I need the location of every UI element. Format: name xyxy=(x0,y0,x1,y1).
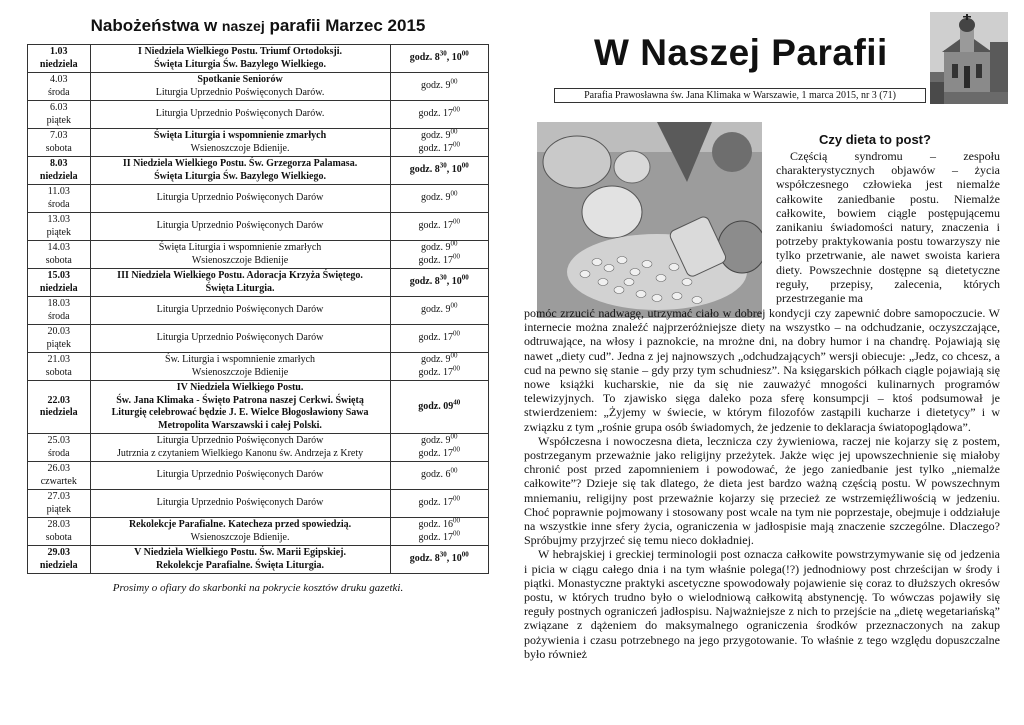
service-time xyxy=(390,157,488,185)
service-line: Święta Liturgia i wspomnienie zmarłych xyxy=(158,242,322,253)
service-line: Liturgia Uprzednio Poświęconych Darów xyxy=(156,435,324,446)
weekday: piątek xyxy=(46,226,71,238)
time-line: godz. $17^{00}$ xyxy=(418,364,460,378)
service-line: Liturgia Uprzednio Poświęconych Darów xyxy=(156,469,324,481)
service-time xyxy=(390,325,488,353)
schedule-row xyxy=(28,434,489,462)
time-line: godz. $9^{00}$ xyxy=(421,301,458,316)
service-line: Liturgia Uprzednio Poświęconych Darów xyxy=(156,192,324,204)
service-time xyxy=(390,241,488,269)
service-description xyxy=(90,45,390,73)
service-time xyxy=(390,462,488,490)
schedule-date xyxy=(28,101,91,129)
issue-info: Parafia Prawosławna św. Jana Klimaka w Warszawie, 1 marca 2015, nr 3 (71) xyxy=(554,88,926,103)
service-description xyxy=(90,381,390,434)
schedule-row xyxy=(28,297,489,325)
schedule-row xyxy=(28,185,489,213)
service-description xyxy=(90,490,390,518)
schedule-row xyxy=(28,73,489,101)
time-line: godz. $17^{00}$ xyxy=(418,494,460,509)
schedule-row xyxy=(28,129,489,157)
article-intro: Częścią syndromu – zespołu charakterystycznych objawów – życia współczesnego człowieka jest niemalże całkowite zaniedbanie postu. Niemalże całkowite, bowiem ciągle postępującemu zanikaniu świadomości natury, znaczenia i potrzeby praktykowania postu towarzyszy nie tylko przetrwanie, ale nawet swoista kariera diety. Powszechnie dostępne są dietetyczne reguły, przepisy, zalecenia, których przestrzeganie ma xyxy=(776,149,1000,306)
service-description xyxy=(90,434,390,462)
service-description xyxy=(90,241,390,269)
schedule-date xyxy=(28,434,91,462)
service-line: Liturgia Uprzednio Poświęconych Darów xyxy=(156,220,324,232)
time-line: godz. $8^{30}$, $10^{00}$ xyxy=(409,550,469,565)
weekday: piątek xyxy=(46,114,71,126)
service-description xyxy=(90,129,390,157)
time-line: godz. $9^{00}$ xyxy=(421,432,458,446)
service-time xyxy=(390,353,488,381)
schedule-date xyxy=(28,213,91,241)
time-line: godz. $9^{00}$ xyxy=(421,77,458,92)
service-line: Rekolekcje Parafialne. Święta Liturgia. xyxy=(156,559,325,571)
schedule-row xyxy=(28,353,489,381)
service-line: Rekolekcje Parafialne. Katecheza przed spowiedzią. xyxy=(128,519,352,530)
service-description xyxy=(90,73,390,101)
date-value: 29.03 xyxy=(47,547,71,558)
schedule-title: Nabożeństwa w naszej parafii Marzec 2015 xyxy=(90,16,426,35)
time-line: godz. $9^{00}$ xyxy=(421,239,458,253)
service-time xyxy=(390,381,488,434)
date-value: 20.03 xyxy=(47,326,71,337)
date-value: 7.03 xyxy=(50,130,68,141)
weekday: czwartek xyxy=(40,475,77,487)
date-value: 22.03 xyxy=(47,394,71,406)
date-value: 28.03 xyxy=(47,519,71,530)
date-value: 11.03 xyxy=(47,186,70,197)
service-time xyxy=(390,546,488,574)
weekday: niedziela xyxy=(39,170,78,182)
service-line: Jutrznia z czytaniem Wielkiego Kanonu św. Andrzeja z Krety xyxy=(116,447,364,459)
vegetables-beans-photo xyxy=(537,122,762,318)
date-value: 25.03 xyxy=(47,435,71,446)
schedule-row xyxy=(28,45,489,73)
service-line: II Niedziela Wielkiego Postu. Św. Grzegorza Palamasa. xyxy=(122,158,358,169)
service-description xyxy=(90,269,390,297)
donation-note: Prosimy o ofiary do skarbonki na pokrycie kosztów druku gazetki. xyxy=(112,582,404,594)
schedule-date xyxy=(28,45,91,73)
service-line: Święta Liturgia Św. Bazylego Wielkiego. xyxy=(154,58,326,70)
service-line: Liturgia Uprzednio Poświęconych Darów xyxy=(156,497,324,509)
date-value: 6.03 xyxy=(50,102,68,113)
time-line: godz. $17^{00}$ xyxy=(418,329,460,344)
time-line: godz. $8^{30}$, $10^{00}$ xyxy=(409,161,469,176)
article-title: Czy dieta to post? xyxy=(819,132,931,147)
schedule-row xyxy=(28,101,489,129)
service-line: Święta Liturgia. xyxy=(205,282,275,294)
service-time xyxy=(390,297,488,325)
service-line: III Niedziela Wielkiego Postu. Adoracja Krzyża Świętego. xyxy=(117,270,363,281)
schedule-table xyxy=(27,44,489,574)
masthead xyxy=(524,10,1000,101)
service-line: V Niedziela Wielkiego Postu. Św. Marii Egipskiej. xyxy=(134,547,347,558)
service-line: I Niedziela Wielkiego Postu. Triumf Ortodoksji. xyxy=(138,46,343,57)
service-line: Metropolita Warszawski i całej Polski. xyxy=(158,419,322,431)
date-value: 18.03 xyxy=(47,298,71,309)
service-description xyxy=(90,101,390,129)
time-line: godz. $9^{00}$ xyxy=(421,127,458,141)
time-line: godz. $17^{00}$ xyxy=(418,445,460,459)
service-line: Liturgia Uprzednio Poświęconych Darów. xyxy=(155,86,325,98)
service-line: Św. Jana Klimaka - Święto Patrona naszej Cerkwi. Świętą xyxy=(116,394,364,406)
time-line: godz. $8^{30}$, $10^{00}$ xyxy=(409,273,469,288)
weekday: niedziela xyxy=(39,282,78,294)
weekday: niedziela xyxy=(39,58,78,70)
service-line: Św. Liturgia i wspomnienie zmarłych xyxy=(165,354,316,365)
service-time xyxy=(390,185,488,213)
date-value: 1.03 xyxy=(50,46,68,57)
schedule-date xyxy=(28,185,91,213)
weekday: sobota xyxy=(45,254,72,266)
date-value: 13.03 xyxy=(47,214,71,225)
service-line: Wsienoszczoje Bdienije. xyxy=(190,531,290,543)
time-line: godz. $17^{00}$ xyxy=(418,529,460,543)
date-value: 15.03 xyxy=(47,270,71,281)
service-description xyxy=(90,297,390,325)
church-photo-icon xyxy=(930,12,1008,104)
schedule-date xyxy=(28,241,91,269)
weekday: piątek xyxy=(46,338,71,350)
newsletter-title: W Naszej Parafii xyxy=(594,32,888,73)
schedule-row xyxy=(28,381,489,434)
time-line: godz. $9^{00}$ xyxy=(421,351,458,365)
schedule-row xyxy=(28,241,489,269)
schedule-row xyxy=(28,546,489,574)
service-line: Wsienoszczoje Bdienije xyxy=(191,254,289,266)
time-line: godz. $17^{00}$ xyxy=(418,105,460,120)
schedule-date xyxy=(28,325,91,353)
service-time xyxy=(390,73,488,101)
date-value: 27.03 xyxy=(47,491,71,502)
service-time xyxy=(390,101,488,129)
time-line: godz. $09^{40}$ xyxy=(418,398,461,412)
schedule-date xyxy=(28,353,91,381)
schedule-row xyxy=(28,157,489,185)
service-time xyxy=(390,129,488,157)
newsletter-front xyxy=(524,10,1000,661)
service-time xyxy=(390,518,488,546)
schedule-row xyxy=(28,213,489,241)
schedule-row xyxy=(28,490,489,518)
schedule-date xyxy=(28,381,91,434)
schedule-date xyxy=(28,157,91,185)
weekday: sobota xyxy=(45,366,72,378)
service-line: Spotkanie Seniorów xyxy=(197,74,283,85)
weekday: niedziela xyxy=(39,407,78,418)
time-line: godz. $17^{00}$ xyxy=(418,140,460,154)
weekday: środa xyxy=(47,86,70,98)
schedule-date xyxy=(28,546,91,574)
article-body xyxy=(524,306,1000,661)
service-description xyxy=(90,325,390,353)
date-value: 4.03 xyxy=(50,74,68,85)
schedule-date xyxy=(28,518,91,546)
date-value: 8.03 xyxy=(50,158,68,169)
article-paragraph: Współczesna i nowoczesna dieta, lecznicza czy żywieniowa, raczej nie kojarzy się z postem, postrzeganym przeważnie jako religijny przeżytek. Jakże więc jej upowszechnienie się miałoby chronić post przed zapomnieniem i powodować, że jego zaniedbanie jest tylko „niemalże całkowite”? Dzieje się tak dlatego, że dieta jest bardzo ważną częścią postu. W powszechnym mniemaniu, religijny post przeważnie kojarzy się przecież ze wstrzemięźliwością w jedzeniu. Choć poprawnie pojmowany i stosowany post wcale na tym nie poprzestaje, obejmuje i oddziałuje na wszystkie inne sfery życia, ograniczenia w jadłospisie mają znaczenie szczególne. Dlaczego? Spróbujmy przyjrzeć się temu nieco dokładniej. xyxy=(524,433,1000,548)
weekday: niedziela xyxy=(39,559,78,571)
time-line: godz. $8^{30}$, $10^{00}$ xyxy=(409,49,469,64)
service-line: Liturgia Uprzednio Poświęconych Darów xyxy=(156,304,324,316)
service-description xyxy=(90,546,390,574)
schedule-date xyxy=(28,269,91,297)
service-description xyxy=(90,185,390,213)
service-time xyxy=(390,45,488,73)
service-line: Liturgia Uprzednio Poświęconych Darów xyxy=(156,332,324,344)
service-time xyxy=(390,434,488,462)
weekday: sobota xyxy=(45,142,72,154)
service-description xyxy=(90,157,390,185)
date-value: 14.03 xyxy=(47,242,71,253)
service-description xyxy=(90,213,390,241)
date-value: 21.03 xyxy=(47,354,71,365)
weekday: środa xyxy=(47,447,70,459)
schedule-date xyxy=(28,297,91,325)
weekday: sobota xyxy=(45,531,72,543)
service-line: Święta Liturgia Św. Bazylego Wielkiego. xyxy=(154,170,326,182)
service-time xyxy=(390,490,488,518)
time-line: godz. $16^{00}$ xyxy=(418,516,460,530)
service-line: Wsienoszczoje Bdienije. xyxy=(190,142,290,154)
weekday: środa xyxy=(47,198,70,210)
service-description xyxy=(90,518,390,546)
schedule-section xyxy=(27,10,489,594)
service-line: IV Niedziela Wielkiego Postu. xyxy=(176,382,304,393)
service-line: Święta Liturgia i wspomnienie zmarłych xyxy=(153,130,327,141)
time-line: godz. $17^{00}$ xyxy=(418,252,460,266)
time-line: godz. $9^{00}$ xyxy=(421,189,458,204)
service-description xyxy=(90,353,390,381)
schedule-row xyxy=(28,462,489,490)
schedule-date xyxy=(28,462,91,490)
schedule-row xyxy=(28,518,489,546)
schedule-date xyxy=(28,490,91,518)
weekday: środa xyxy=(47,310,70,322)
schedule-row xyxy=(28,325,489,353)
schedule-date xyxy=(28,73,91,101)
schedule-date xyxy=(28,129,91,157)
service-line: Liturgię celebrować będzie J. E. Wielce Błogosławiony Sawa xyxy=(111,407,369,418)
article-paragraph: pomóc zrzucić nadwagę, utrzymać ciało w dobrej kondycji czy zapewnić dobre samopoczucie. W internecie można znaleźć najprzeróżniejsze diety na wszystko – na odchudzanie, oczyszczające, odtruwające, na włosy i paznokcie, na mrożne dni, na dobry humor i na chandrę. Pojawiają się nawet „diety cud”. Jedna z jej najnowszych „odchudzających” wersji obiecuje: „Jedz, co chcesz, a cud na pewno się stanie – gdy przy tym schudniesz”. Na księgarskich półkach ciągle pojawiają się nowe książki kucharskie, nie da się nie zauważyć mnogości kulinarnych programów telewizyjnych. To zjawisko sięga daleko poza sferę konsumpcji – ktoś podsumował je stwierdzeniem: „Żyjemy w świecie, w którym filozofów zastąpili kucharze i dietetycy” i w związku z tym „rośnie grupa osób świadomych, że jedzenie to deklaracja światopoglądowa”. xyxy=(524,306,1000,434)
schedule-row xyxy=(28,269,489,297)
service-line: Liturgia Uprzednio Poświęconych Darów. xyxy=(155,108,325,120)
weekday: piątek xyxy=(46,503,71,515)
service-description xyxy=(90,462,390,490)
time-line: godz. $17^{00}$ xyxy=(418,217,460,232)
service-time xyxy=(390,213,488,241)
service-line: Wsienoszczoje Bdienije xyxy=(191,366,289,378)
service-time xyxy=(390,269,488,297)
date-value: 26.03 xyxy=(47,463,71,474)
article-paragraph: W hebrajskiej i greckiej terminologii post oznacza całkowite powstrzymywanie się od jedzenia i picia w ciągu całego dnia i na tym właśnie polega(!?) jednodniowy post chrześcijan w środy i piątki. Monastyczne praktyki ascetyczne spowodowały pojawienie się coraz to dłuższych okresów postu, w których trudno było o wielodniową całkowitą abstynencję. To wówczas pojawiły się reguły postnych ograniczeń jadłospisu. Najważniejsze z nich to przejście na „dietę wegetariańską” związane z dążeniem do maksymalnego ograniczenia środków przeznaczonych na zakup pożywienia i czasu potrzebnego na jego przygotowanie. To właśnie z tego względu dopuszczalne było również xyxy=(524,547,1000,661)
time-line: godz. $6^{00}$ xyxy=(421,466,458,481)
